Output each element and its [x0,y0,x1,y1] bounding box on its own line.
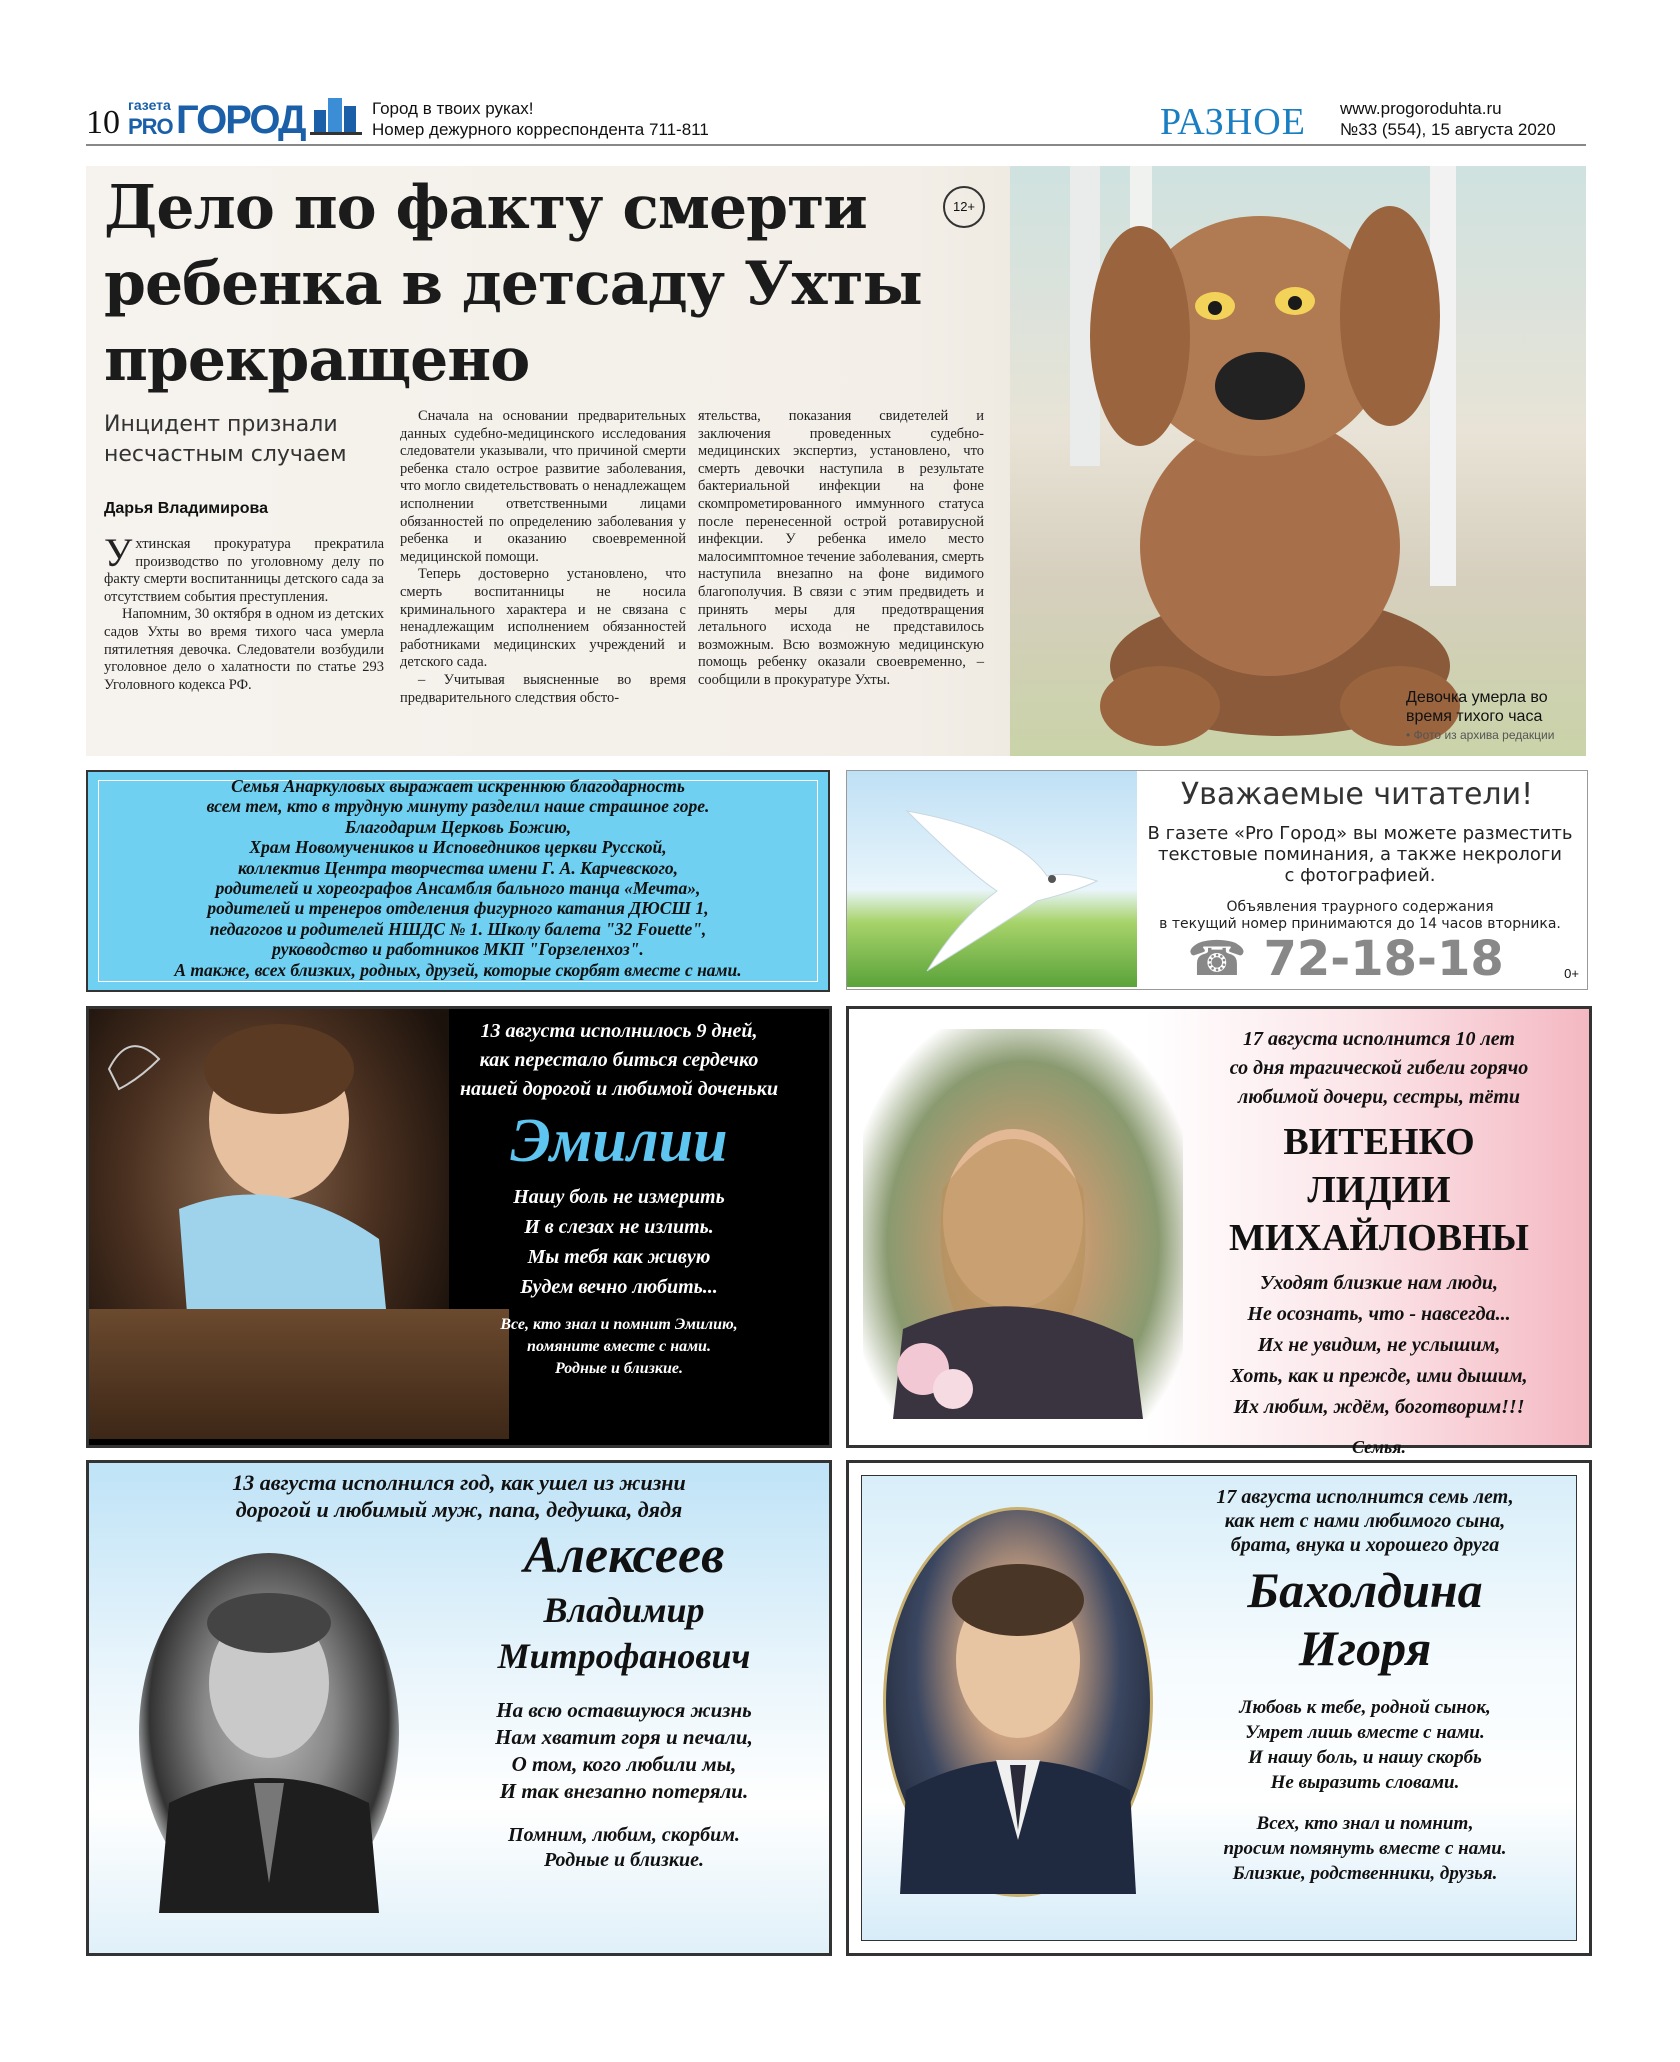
logo-big-text: ГОРОД [176,98,305,142]
site-info [1340,98,1556,140]
poem-line: Не выразить словами. [1270,1772,1460,1793]
signature-line: Родные и близкие. [555,1360,683,1377]
paragraph: Сначала на основании предварительных данных судебно-медицинского исследования следователи указывали, что причиной смерти ребенка стало острое развитие заболевания, что могло свидетельствовать о ненадлежащем исполнении ответственными лицами обязанностей по определению заболевания у ребенка и оказанию своевременной медицинской помощи. [400,408,686,565]
vitenko-text [1179,1025,1579,1458]
intro-line: как нет с нами любимого сына, [1224,1510,1506,1532]
signature-line: Все, кто знал и помнит Эмилию, [500,1316,738,1333]
portrait-photo [139,1553,399,1913]
ad-age-rating: 0+ [1564,966,1579,981]
article-photo-teddy-bear [1010,166,1586,756]
portrait-photo [883,1507,1153,1897]
dove-image [847,771,1137,987]
poem-line: Умрет лишь вместе с нами. [1245,1722,1485,1743]
patronymic: Митрофанович [497,1636,751,1676]
gratitude-text [88,776,828,980]
logo-small-text: газета [128,97,171,113]
issue-info: №33 (554), 15 августа 2020 [1340,120,1556,139]
name-line: Бахолдина [1247,1562,1483,1618]
ad-note-line: в текущий номер принимаются до 14 часов вторника. [1159,916,1561,932]
page-number: 10 [86,104,120,141]
readers-advertisement[interactable] [846,770,1588,990]
subhead-line-2: несчастным случаем [104,442,347,467]
intro-line: 17 августа исполнится семь лет, [1216,1486,1514,1508]
poem-line: Мы тебя как живую [527,1246,711,1268]
poem [1155,1695,1575,1795]
paragraph: Напомним, 30 октября в одном из детских садов Ухты во время тихого часа умерла пятилетняя девочка. Следователи возбудили уголовное дело о халатности по статье 293 Уголовного кодекса РФ. [104,606,384,693]
poem-line: И так внезапно потеряли. [499,1779,749,1803]
site-link[interactable]: www.progoroduhta.ru [1340,99,1502,118]
deceased-surname: Алексеев [523,1527,725,1584]
baholdin-text [1155,1485,1575,1886]
photo-caption: Девочка умерла во время тихого часа [1406,689,1548,725]
signature-line: Помним, любим, скорбим. [508,1824,740,1846]
tagline-text: Город в твоих руках! [372,99,534,118]
ad-body-line: В газете «Pro Город» вы можете разместить [1147,823,1573,844]
signature-line: Родные и близкие. [544,1849,704,1871]
gratitude-line: Семья Анаркуловых выражает искреннюю благодарность [231,776,685,796]
newspaper-logo[interactable] [128,96,305,142]
gratitude-line: родителей и хореографов Ансамбля бального танца «Мечта», [215,878,701,899]
intro-line: нашей дорогой и любимой доченьки [459,1078,779,1100]
ad-title: Уважаемые читатели! [1180,777,1534,812]
signature: Семья. [1352,1437,1406,1457]
section-title: РАЗНОЕ [1160,101,1306,143]
photo-credit: • Фото из архива редакции [1406,728,1555,742]
poem [1179,1268,1579,1423]
poem-line: Будем вечно любить... [520,1276,718,1298]
obituary-vitenko [846,1006,1592,1457]
city-icon [310,92,362,140]
paragraph: – Учитывая выясненные во время предварительного следствия обсто- [400,671,686,706]
name-line: Игоря [1298,1620,1432,1676]
subhead-line-1: Инцидент признали [104,412,338,437]
intro-line: брата, внука и хорошего друга [1230,1534,1500,1556]
poem [419,1182,819,1302]
headline-line-2: ребенка в детсаду Ухты [104,249,922,319]
article-author: Дарья Владимирова [104,500,269,517]
poem-line: О том, кого любили мы, [511,1752,737,1776]
gratitude-line: педагогов и родителей НШДС № 1. Школу балета "32 Fouette", [209,918,707,939]
signature [419,1314,819,1380]
signature-line: просим помянуть вместе с нами. [1223,1838,1507,1859]
intro-line: 13 августа исполнился год, как ушел из жизни [232,1470,686,1495]
gratitude-line: руководство и работников МКП "Горзеленхоз". [272,939,644,960]
signature-line: помяните вместе с нами. [527,1338,711,1355]
poem [429,1697,819,1805]
ad-body [1137,823,1583,886]
header-divider [86,144,1586,146]
poem-line: На всю оставшуюся жизнь [496,1698,752,1722]
gratitude-line: Благодарим Церковь Божию, [344,816,572,837]
headline-line-3: прекращено [104,325,530,395]
emilia-text [419,1017,819,1380]
poem-line: Уходят близкие нам люди, [1259,1272,1499,1294]
poem-line: И нашу боль, и нашу скорбь [1248,1747,1482,1768]
ad-note-line: Объявления траурного содержания [1226,899,1494,915]
gratitude-line: всем тем, кто в трудную минуту разделил наше страшное горе. [206,796,710,817]
article-headline [104,170,922,398]
article-subhead [104,410,347,470]
duty-phone-text: Номер дежурного корреспондента 711-811 [372,120,709,139]
poem-line: Их не увидим, не услышим, [1257,1334,1501,1356]
ad-body-line: с фотографией. [1284,865,1436,886]
name-line: ВИТЕНКО [1283,1121,1475,1163]
signature-line: Всех, кто знал и помнит, [1256,1813,1474,1834]
poem-line: Нам хватит горя и печали, [495,1725,753,1749]
gratitude-line: А также, всех близких, родных, друзей, которые скорбят вместе с нами. [174,959,742,980]
intro-line: дорогой и любимый муж, папа, дедушка, дядя [235,1497,683,1522]
poem-line: И в слезах не излить. [524,1216,714,1238]
signature [429,1823,819,1873]
paragraph: Теперь достоверно установлено, что смерть воспитанницы не носила криминального характера и не связана с ненадлежащим исполнением обязанностей работниками медицинских учреждений и детского сада. [400,566,686,671]
intro-line: 17 августа исполнится 10 лет [1243,1028,1515,1050]
deceased-name: Эмилии [510,1107,728,1175]
logo-pro-text: PRO [128,114,173,139]
alekseev-intro [89,1469,829,1523]
obituary-alekseev [86,1460,832,1956]
name-line: ЛИДИИ [1307,1169,1451,1211]
name-line: МИХАЙЛОВНЫ [1229,1217,1529,1259]
intro-line: 13 августа исполнилось 9 дней, [480,1020,758,1042]
portrait-photo [863,1029,1183,1419]
paragraph: ятельства, показания свидетелей и заключения проведенных судебно-медицинских экспертиз, установлено, что смерть девочки наступила в результате бактериальной инфекции на фоне скомпрометированного иммунного статуса после перенесенной острой ротавирусной инфекции. У ребенка имело место малосимптомное течение заболевания, смерть наступила внезапно на фоне видимого благополучия. В связи с этим предвидеть и принять меры для предотвращения летального исхода не представилось возможным. Всю возможную медицинскую помощь ребенку оказали своевременно, – сообщили в прокуратуре Ухты. [698,408,984,688]
poem-line: Хоть, как и прежде, ими дышим, [1230,1365,1528,1387]
signature-line: Близкие, родственники, друзья. [1232,1863,1498,1884]
deceased-name [1179,1118,1579,1262]
intro-line: со дня трагической гибели горячо [1229,1057,1529,1079]
ad-phone-number[interactable]: ☎ 72-18-18 [1187,931,1504,987]
ad-body-line: текстовые поминания, а также некрологи [1157,844,1562,865]
paragraph: Ухтинская прокуратура прекратила производство по уголовному делу по факту смерти воспитанницы детского сада за отсутствием события преступления. [104,530,384,605]
obituary-emilia [86,1006,832,1448]
signature [1155,1811,1575,1886]
article-column-1 [104,530,384,694]
alekseev-text [429,1525,819,1873]
given-name: Владимир [543,1590,705,1630]
article-column-3 [698,408,984,690]
deceased-name [1155,1561,1575,1677]
intro-line: любимой дочери, сестры, тёти [1237,1086,1521,1108]
intro-line: как перестало биться сердечко [479,1049,759,1071]
gratitude-notice [86,770,830,992]
age-rating-badge: 12+ [943,186,985,228]
ad-note [1137,899,1583,933]
obituary-baholdin [846,1460,1592,1956]
poem-line: Любовь к тебе, родной сынок, [1239,1697,1491,1718]
gratitude-line: Храм Новомучеников и Исповедников церкви Русской, [249,837,667,858]
header-tagline [372,98,709,140]
headline-line-1: Дело по факту смерти [104,173,867,243]
article-column-2 [400,408,686,707]
gratitude-line: родителей и тренеров отделения фигурного катания ДЮСШ 1, [207,898,709,919]
poem-line: Не осознать, что - навсегда... [1247,1303,1511,1325]
gratitude-line: коллектив Центра творчества имени Г. А. Карчевского, [237,857,679,878]
poem-line: Нашу боль не измерить [513,1186,725,1208]
poem-line: Их любим, ждём, боготворим!!! [1233,1396,1525,1418]
